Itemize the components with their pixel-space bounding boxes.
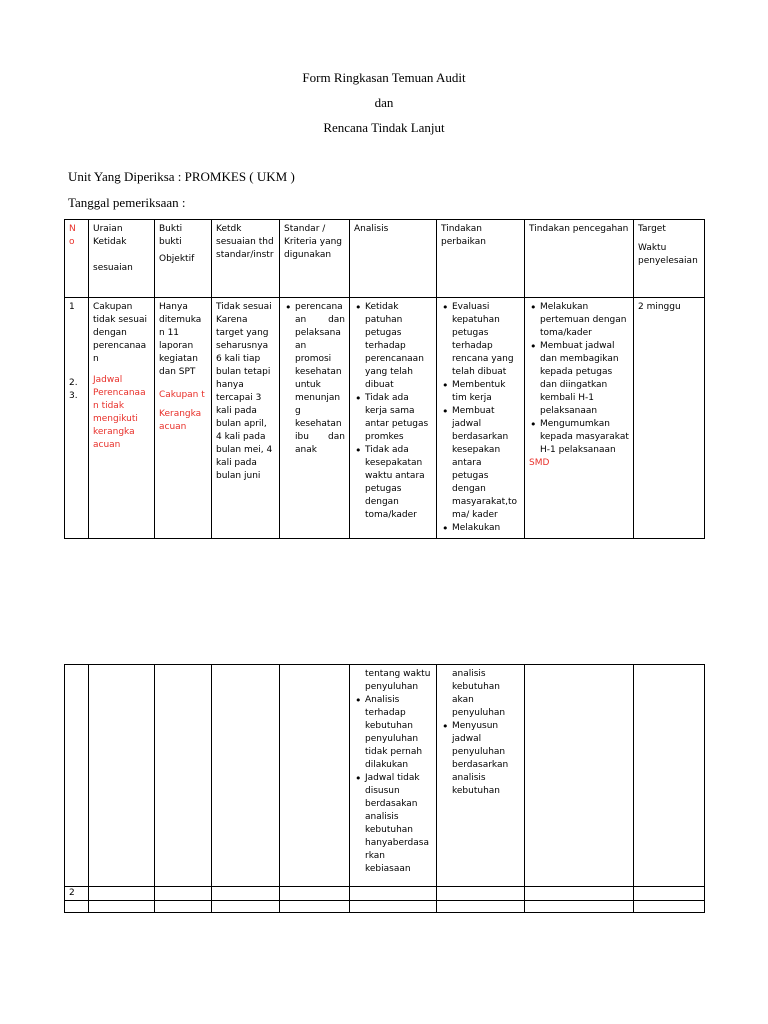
list-item: • Evaluasi kepatuhan petugas terhadap rencana yang telah dibuat	[452, 301, 520, 379]
list-item: • Melakukan pertemuan dengan toma/kader	[540, 301, 629, 340]
list-item: • Membentuk tim kerja	[452, 379, 520, 405]
form-title-line1: Form Ringkasan Temuan Audit	[302, 70, 466, 85]
table-row	[65, 665, 705, 887]
table-row	[65, 298, 705, 539]
cell-no: 1 2. 3.	[65, 298, 89, 539]
audit-findings-table-continued	[64, 664, 705, 913]
table-row	[65, 901, 705, 913]
header-no: N o	[65, 220, 89, 298]
header-ketdk: Ketdk sesuaian thd standar/instr	[212, 220, 280, 298]
audit-findings-table	[64, 219, 705, 539]
cell-perbaikan	[437, 298, 525, 539]
cell-analisis-cont: tentang waktu penyuluhan • Analisis terhadap kebutuhan penyuluhan tidak pernah dilakukan • Jadwal tidak disusun berdasakan analisis kebutuhan hanyaberdasarkan kebiasaan	[350, 665, 437, 887]
list-item: • Analisis terhadap kebutuhan penyuluhan tidak pernah dilakukan	[365, 694, 432, 772]
list-item: • Membuat jadwal berdasarkan kesepakan antara petugas dengan masyarakat,toma/ kader	[452, 405, 520, 522]
cell-uraian: Cakupan tidak sesuai dengan perencanaan Jadwal Perencanaan tidak mengikuti kerangka acuan	[89, 298, 155, 539]
unit-label: Unit Yang Diperiksa : PROMKES ( UKM )	[68, 169, 295, 184]
table-row	[65, 887, 705, 901]
list-item: • Menyusun jadwal penyuluhan berdasarkan analisis kebutuhan	[452, 720, 520, 798]
list-item: • Mengumumkan kepada masyarakat H-1 pelaksanaan	[540, 418, 629, 457]
list-item: • Membuat jadwal dan membagikan kepada petugas dan diingatkan kembali H-1 pelaksanaan	[540, 340, 629, 418]
list-item: • Tidak ada kesepakatan waktu antara petugas dengan toma/kader	[365, 444, 432, 522]
tanggal-label: Tanggal pemeriksaan :	[68, 195, 186, 210]
header-row	[65, 220, 705, 298]
cell-no: 2	[65, 887, 89, 901]
cell-standar: • perencanaan dan pelaksanaan promosi kesehatan untuk menunjang kesehatan ibu dan anak	[280, 298, 350, 539]
form-title-line2: dan	[374, 95, 394, 110]
header-tindakan-perbaikan: Tindakan perbaikan	[437, 220, 525, 298]
list-item: • Melakukan	[452, 522, 520, 535]
header-tindakan-pencegahan: Tindakan pencegahan	[525, 220, 634, 298]
form-title-line3: Rencana Tindak Lanjut	[323, 120, 445, 135]
header-uraian: Uraian Ketidak sesuaian	[89, 220, 155, 298]
header-analisis: Analisis	[350, 220, 437, 298]
list-item: • Tidak ada kerja sama antar petugas promkes	[365, 392, 432, 444]
header-bukti: Bukti bukti Objektif	[155, 220, 212, 298]
cell-ketdk: Tidak sesuai Karena target yang seharusnya 6 kali tiap bulan tetapi hanya tercapai 3 kali pada bulan april, 4 kali pada bulan mei, 4 kali pada bulan juni	[212, 298, 280, 539]
cell-bukti: Hanya ditemukan 11 laporan kegiatan dan SPT Cakupan t Kerangka acuan	[155, 298, 212, 539]
list-item: • Jadwal tidak disusun berdasakan analisis kebutuhan hanyaberdasarkan kebiasaan	[365, 772, 432, 876]
cell-analisis	[350, 298, 437, 539]
cell-pencegahan: • Melakukan pertemuan dengan toma/kader • Membuat jadwal dan membagikan kepada petugas dan diingatkan kembali H-1 pelaksanaan • Mengumumkan kepada masyarakat H-1 pelaksanaan SMD	[525, 298, 634, 539]
list-item: • Ketidak patuhan petugas terhadap perencanaan yang telah dibuat	[365, 301, 432, 392]
header-target: Target Waktu penyelesaian	[634, 220, 705, 298]
header-standar: Standar / Kriteria yang digunakan	[280, 220, 350, 298]
cell-target: 2 minggu	[634, 298, 705, 539]
cell-perbaikan-cont: analisis kebutuhan akan penyuluhan • Menyusun jadwal penyuluhan berdasarkan analisis kebutuhan	[437, 665, 525, 887]
